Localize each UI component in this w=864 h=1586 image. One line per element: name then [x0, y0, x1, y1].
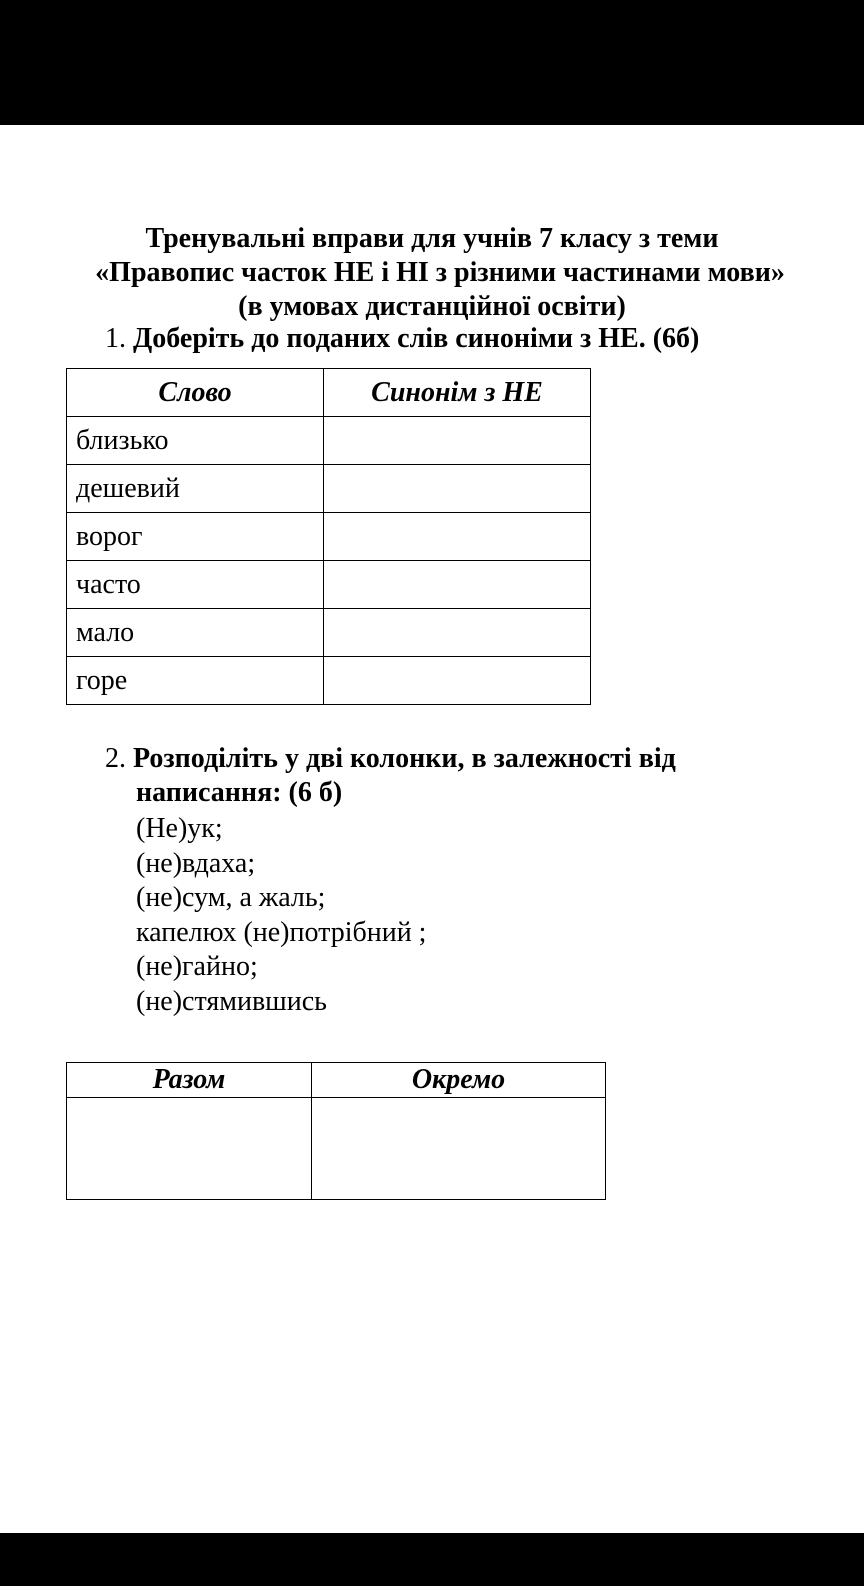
together-answer-cell[interactable] [67, 1098, 312, 1200]
task-2-heading [105, 742, 805, 810]
spelling-columns-table [66, 1062, 606, 1200]
list-item: (не)гайно; [136, 951, 258, 982]
task-1-text: Доберіть до поданих слів синоніми з НЕ. (6б) [133, 323, 700, 354]
table-row [67, 513, 591, 561]
top-black-bar [0, 0, 864, 125]
table-row [67, 561, 591, 609]
task-1-heading [105, 322, 699, 356]
table-row [67, 417, 591, 465]
bottom-black-bar [0, 1533, 864, 1586]
table-row [67, 657, 591, 705]
word-list [136, 812, 426, 1019]
list-item: (Не)ук; [136, 813, 223, 844]
title-line-1: Тренувальні вправи для учнів 7 класу з теми [145, 223, 719, 254]
header-separately: Окремо [312, 1063, 606, 1098]
header-word: Слово [67, 369, 324, 417]
word-cell: близько [67, 417, 324, 465]
table-row [67, 609, 591, 657]
separately-answer-cell[interactable] [312, 1098, 606, 1200]
table-row [67, 1098, 606, 1200]
synonym-cell[interactable] [324, 513, 591, 561]
synonym-cell[interactable] [324, 657, 591, 705]
title-line-3: (в умовах дистанційної освіти) [238, 291, 626, 322]
synonym-table-header-row [67, 369, 591, 417]
synonym-cell[interactable] [324, 561, 591, 609]
title-line-2: «Правопис часток НЕ і НІ з різними частинами мови» [95, 257, 785, 288]
synonym-cell[interactable] [324, 417, 591, 465]
word-cell: мало [67, 609, 324, 657]
word-cell: горе [67, 657, 324, 705]
list-item: капелюх (не)потрібний ; [136, 916, 427, 948]
task-2-text-line-1: Розподіліть у дві колонки, в залежності від [133, 743, 676, 774]
list-item: (не)стямившись [136, 985, 327, 1017]
header-synonym: Синонім з НЕ [324, 369, 591, 417]
task-2-number: 2. [105, 743, 126, 774]
header-together: Разом [67, 1063, 312, 1098]
synonym-table [66, 368, 591, 705]
spelling-table-header-row [67, 1063, 606, 1098]
list-item: (не)сум, а жаль; [136, 882, 326, 913]
word-cell: дешевий [67, 465, 324, 513]
list-item: (не)вдаха; [136, 847, 256, 879]
word-cell: часто [67, 561, 324, 609]
word-cell: ворог [67, 513, 324, 561]
task-2-text-line-2: написання: (6 б) [136, 777, 343, 808]
synonym-cell[interactable] [324, 465, 591, 513]
task-1-number: 1. [105, 323, 126, 354]
table-row [67, 465, 591, 513]
synonym-cell[interactable] [324, 609, 591, 657]
document-page [0, 125, 864, 1533]
